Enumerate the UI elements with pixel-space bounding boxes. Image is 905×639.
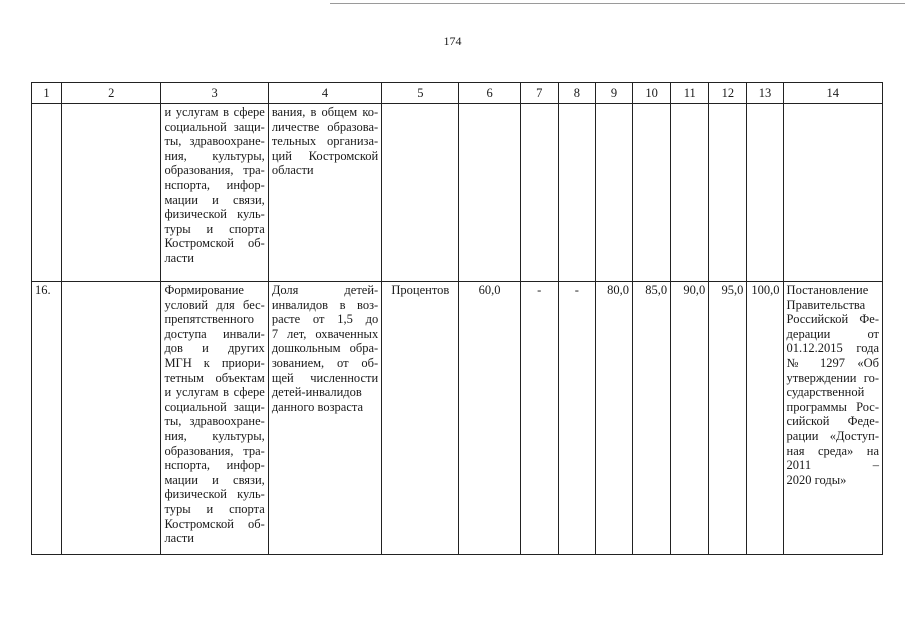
text-line: вания, в общем ко- xyxy=(271,105,379,119)
text-line: Костромской об- xyxy=(164,236,265,251)
text-line: сударственной xyxy=(786,385,865,400)
cell-empty xyxy=(459,104,520,282)
text-line: 7 лет, охваченных xyxy=(271,326,379,341)
text-line: физической куль- xyxy=(164,487,265,502)
text-line: условий для бес- xyxy=(164,297,265,312)
text-line: инвалидов в воз- xyxy=(271,297,379,312)
text-line: образования, тра- xyxy=(164,163,265,178)
column-header: 11 xyxy=(671,83,709,104)
cell-empty xyxy=(633,104,671,282)
cell-col2 xyxy=(62,282,161,555)
cell-empty xyxy=(747,104,783,282)
cell-empty xyxy=(382,104,459,282)
cell-measure-text xyxy=(161,282,268,555)
text-line: 01.12.2015 года xyxy=(786,341,879,356)
column-header: 1 xyxy=(32,83,62,104)
text-line: ласти xyxy=(164,250,194,265)
cell-indicator-text xyxy=(268,282,381,555)
cell-empty xyxy=(783,104,882,282)
column-header: 14 xyxy=(783,83,882,104)
column-header: 7 xyxy=(520,83,558,104)
column-header: 13 xyxy=(747,83,783,104)
text-line: ния, культуры, xyxy=(164,148,265,163)
text-line: ная среда» на xyxy=(786,443,879,458)
text-line: личестве образова- xyxy=(271,119,379,134)
top-rule xyxy=(330,3,905,4)
text-line: расте от 1,5 до xyxy=(271,312,379,327)
cell-value-9: 80,0 xyxy=(595,282,632,555)
text-line: туры и спорта xyxy=(164,501,265,516)
text-line: Костромской об- xyxy=(164,516,265,531)
text-line: нспорта, инфор- xyxy=(164,177,265,192)
column-header: 3 xyxy=(161,83,268,104)
cell-value-7: - xyxy=(520,282,558,555)
text-line: туры и спорта xyxy=(164,221,265,236)
cell-value-6: 60,0 xyxy=(459,282,520,555)
column-header: 4 xyxy=(268,83,381,104)
text-line: тетным объектам xyxy=(164,370,265,385)
cell-unit: Процентов xyxy=(382,282,459,555)
text-line: доступа инвали- xyxy=(164,326,265,341)
cell-value-12: 95,0 xyxy=(709,282,747,555)
cell-empty xyxy=(32,104,62,282)
cell-indicator-text xyxy=(268,104,381,282)
text-line: и услугам в сфере xyxy=(164,105,265,119)
text-line: данного возраста xyxy=(271,399,364,414)
cell-legal-basis xyxy=(783,282,882,555)
text-line: 2020 годы» xyxy=(786,472,847,487)
text-line: ты, здравоохране- xyxy=(164,134,265,149)
cell-value-10: 85,0 xyxy=(633,282,671,555)
table-row-16 xyxy=(32,282,883,555)
cell-empty xyxy=(558,104,595,282)
cell-empty xyxy=(709,104,747,282)
text-line: детей-инвалидов xyxy=(271,385,362,400)
text-line: ния, культуры, xyxy=(164,428,265,443)
column-header-row xyxy=(32,83,883,104)
text-line: ласти xyxy=(164,531,194,546)
text-line: нспорта, инфор- xyxy=(164,458,265,473)
text-line: дошкольным обра- xyxy=(271,341,379,356)
text-line: и услугам в сфере xyxy=(164,385,265,400)
text-line: Формирование xyxy=(164,283,244,297)
column-header: 9 xyxy=(595,83,632,104)
cell-value-11: 90,0 xyxy=(671,282,709,555)
text-line: социальной защи- xyxy=(164,119,265,134)
text-line: социальной защи- xyxy=(164,399,265,414)
cell-empty xyxy=(62,104,161,282)
column-header: 6 xyxy=(459,83,520,104)
text-line: Российской Фе- xyxy=(786,312,879,327)
text-line: Постановление xyxy=(786,283,869,297)
column-header: 5 xyxy=(382,83,459,104)
text-line: тельных организа- xyxy=(271,134,379,149)
cell-value-13: 100,0 xyxy=(747,282,783,555)
column-header: 12 xyxy=(709,83,747,104)
column-header: 10 xyxy=(633,83,671,104)
text-line: ты, здравоохране- xyxy=(164,414,265,429)
text-line: образования, тра- xyxy=(164,443,265,458)
column-header: 8 xyxy=(558,83,595,104)
text-line: ций Костромской xyxy=(271,148,379,163)
table-row-continued xyxy=(32,104,883,282)
cell-value-8: - xyxy=(558,282,595,555)
text-line: № 1297 «Об xyxy=(786,355,879,370)
cell-empty xyxy=(520,104,558,282)
row-number: 16. xyxy=(32,282,62,555)
text-line: дов и других xyxy=(164,341,265,356)
text-line: зованием, от об- xyxy=(271,355,379,370)
text-line: программы Рос- xyxy=(786,399,879,414)
cell-empty xyxy=(671,104,709,282)
data-table xyxy=(31,82,883,555)
text-line: мации и связи, xyxy=(164,192,265,207)
cell-empty xyxy=(595,104,632,282)
text-line: дерации от xyxy=(786,326,879,341)
cell-measure-text xyxy=(161,104,268,282)
text-line: щей численности xyxy=(271,370,379,385)
text-line: 2011 – xyxy=(786,458,879,473)
text-line: мации и связи, xyxy=(164,472,265,487)
text-line: утверждении го- xyxy=(786,370,879,385)
text-line: препятственного xyxy=(164,312,255,327)
text-line: физической куль- xyxy=(164,207,265,222)
page-number: 174 xyxy=(443,34,462,48)
text-line: сийской Феде- xyxy=(786,414,879,429)
text-line: Доля детей- xyxy=(271,283,379,297)
column-header: 2 xyxy=(62,83,161,104)
text-line: Правительства xyxy=(786,297,866,312)
text-line: МГН к приори- xyxy=(164,355,265,370)
text-line: рации «Доступ- xyxy=(786,428,879,443)
text-line: области xyxy=(271,163,314,178)
